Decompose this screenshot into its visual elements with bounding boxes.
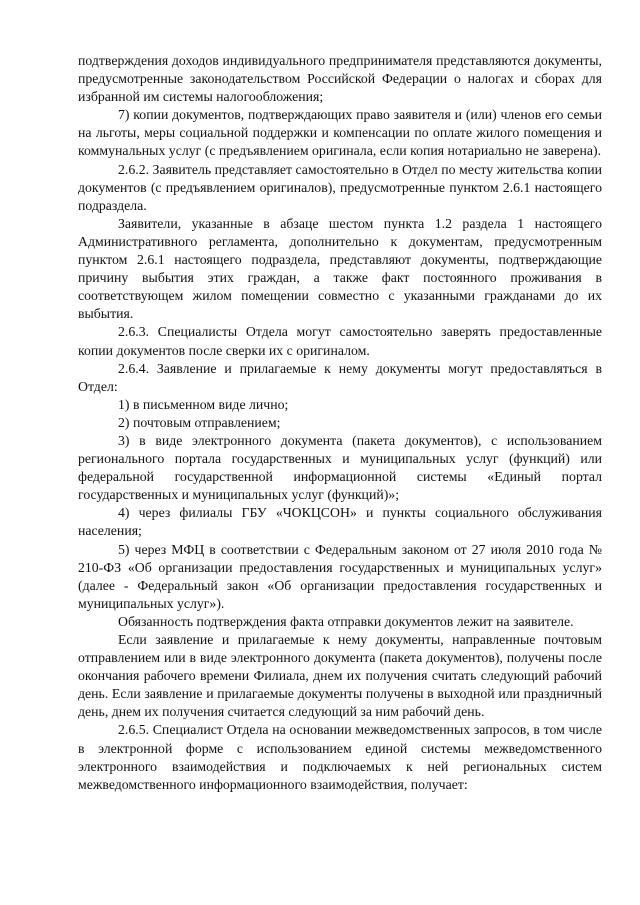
paragraph-2-6-4: 2.6.4. Заявление и прилагаемые к нему документы могут предоставляться в Отдел: [78, 360, 602, 394]
list-item-1: 1) в письменном виде лично; [118, 396, 289, 412]
paragraph-receipt-date: Если заявление и прилагаемые к нему документы, направленные почтовым отправлением или в виде электронного документа (пакета документов), получены после окончания рабочего времени Филиала, днем их получения считать следующий рабочий день. Если заявление и прилагаемые документы получены в выходной или праздничный день, днем их получения считается следующий за ним рабочий день. [78, 632, 602, 720]
paragraph-applicants: Заявители, указанные в абзаце шестом пункта 1.2 раздела 1 настоящего Административного регламента, дополнительно к документам, предусмотренным пунктом 2.6.1 настоящего подраздела, представляют документы, подтверждающие причину выбытия этих граждан, а также факт постоянного проживания в соответствующем жилом помещении совместно с указанными гражданами до их выбытия. [78, 215, 602, 322]
paragraph-item-7: 7) копии документов, подтверждающих право заявителя и (или) членов его семьи на льготы, меры социальной поддержки и компенсации по оплате жилого помещения и коммунальных услуг (с предъявлением оригинала, если копия нотариально не заверена). [78, 107, 602, 159]
paragraph-2-6-5: 2.6.5. Специалист Отдела на основании межведомственных запросов, в том числе в электронной форме с использованием единой системы межведомственного электронного взаимодействия и подключаемых к ней региональных систем межведомственного информационного взаимодействия, получает: [78, 722, 602, 792]
paragraph-obligation: Обязанность подтверждения факта отправки документов лежит на заявителе. [118, 613, 574, 629]
paragraph-2-6-3: 2.6.3. Специалисты Отдела могут самостоятельно заверять предоставленные копии документов после сверки их с оригиналом. [78, 324, 602, 358]
list-item-3: 3) в виде электронного документа (пакета документов), с использованием регионального портала государственных и муниципальных услуг (функций) или федеральной государственной информационной системы «Единый портал государственных и муниципальных услуг (функций)»; [78, 432, 602, 503]
list-item-5: 5) через МФЦ в соответствии с Федеральным законом от 27 июля 2010 года № 210-ФЗ «Об организации предоставления государственных и муниципальных услуг» (далее - Федеральный закон «Об организации предоставления государственных и муниципальных услуг»). [78, 541, 602, 611]
paragraph-2-6-2: 2.6.2. Заявитель представляет самостоятельно в Отдел по месту жительства копии документов (с предъявлением оригиналов), предусмотренные пунктом 2.6.1 настоящего подраздела. [78, 161, 602, 213]
list-item-4: 4) через филиалы ГБУ «ЧОКЦСОН» и пункты социального обслуживания населения; [78, 505, 602, 539]
paragraph-income-continuation: подтверждения доходов индивидуального предпринимателя представляются документы, предусмотренные законодательством Российской Федерации о налогах и сборах для избранной им системы налогообложения; [78, 53, 602, 105]
list-item-2: 2) почтовым отправлением; [118, 414, 281, 430]
